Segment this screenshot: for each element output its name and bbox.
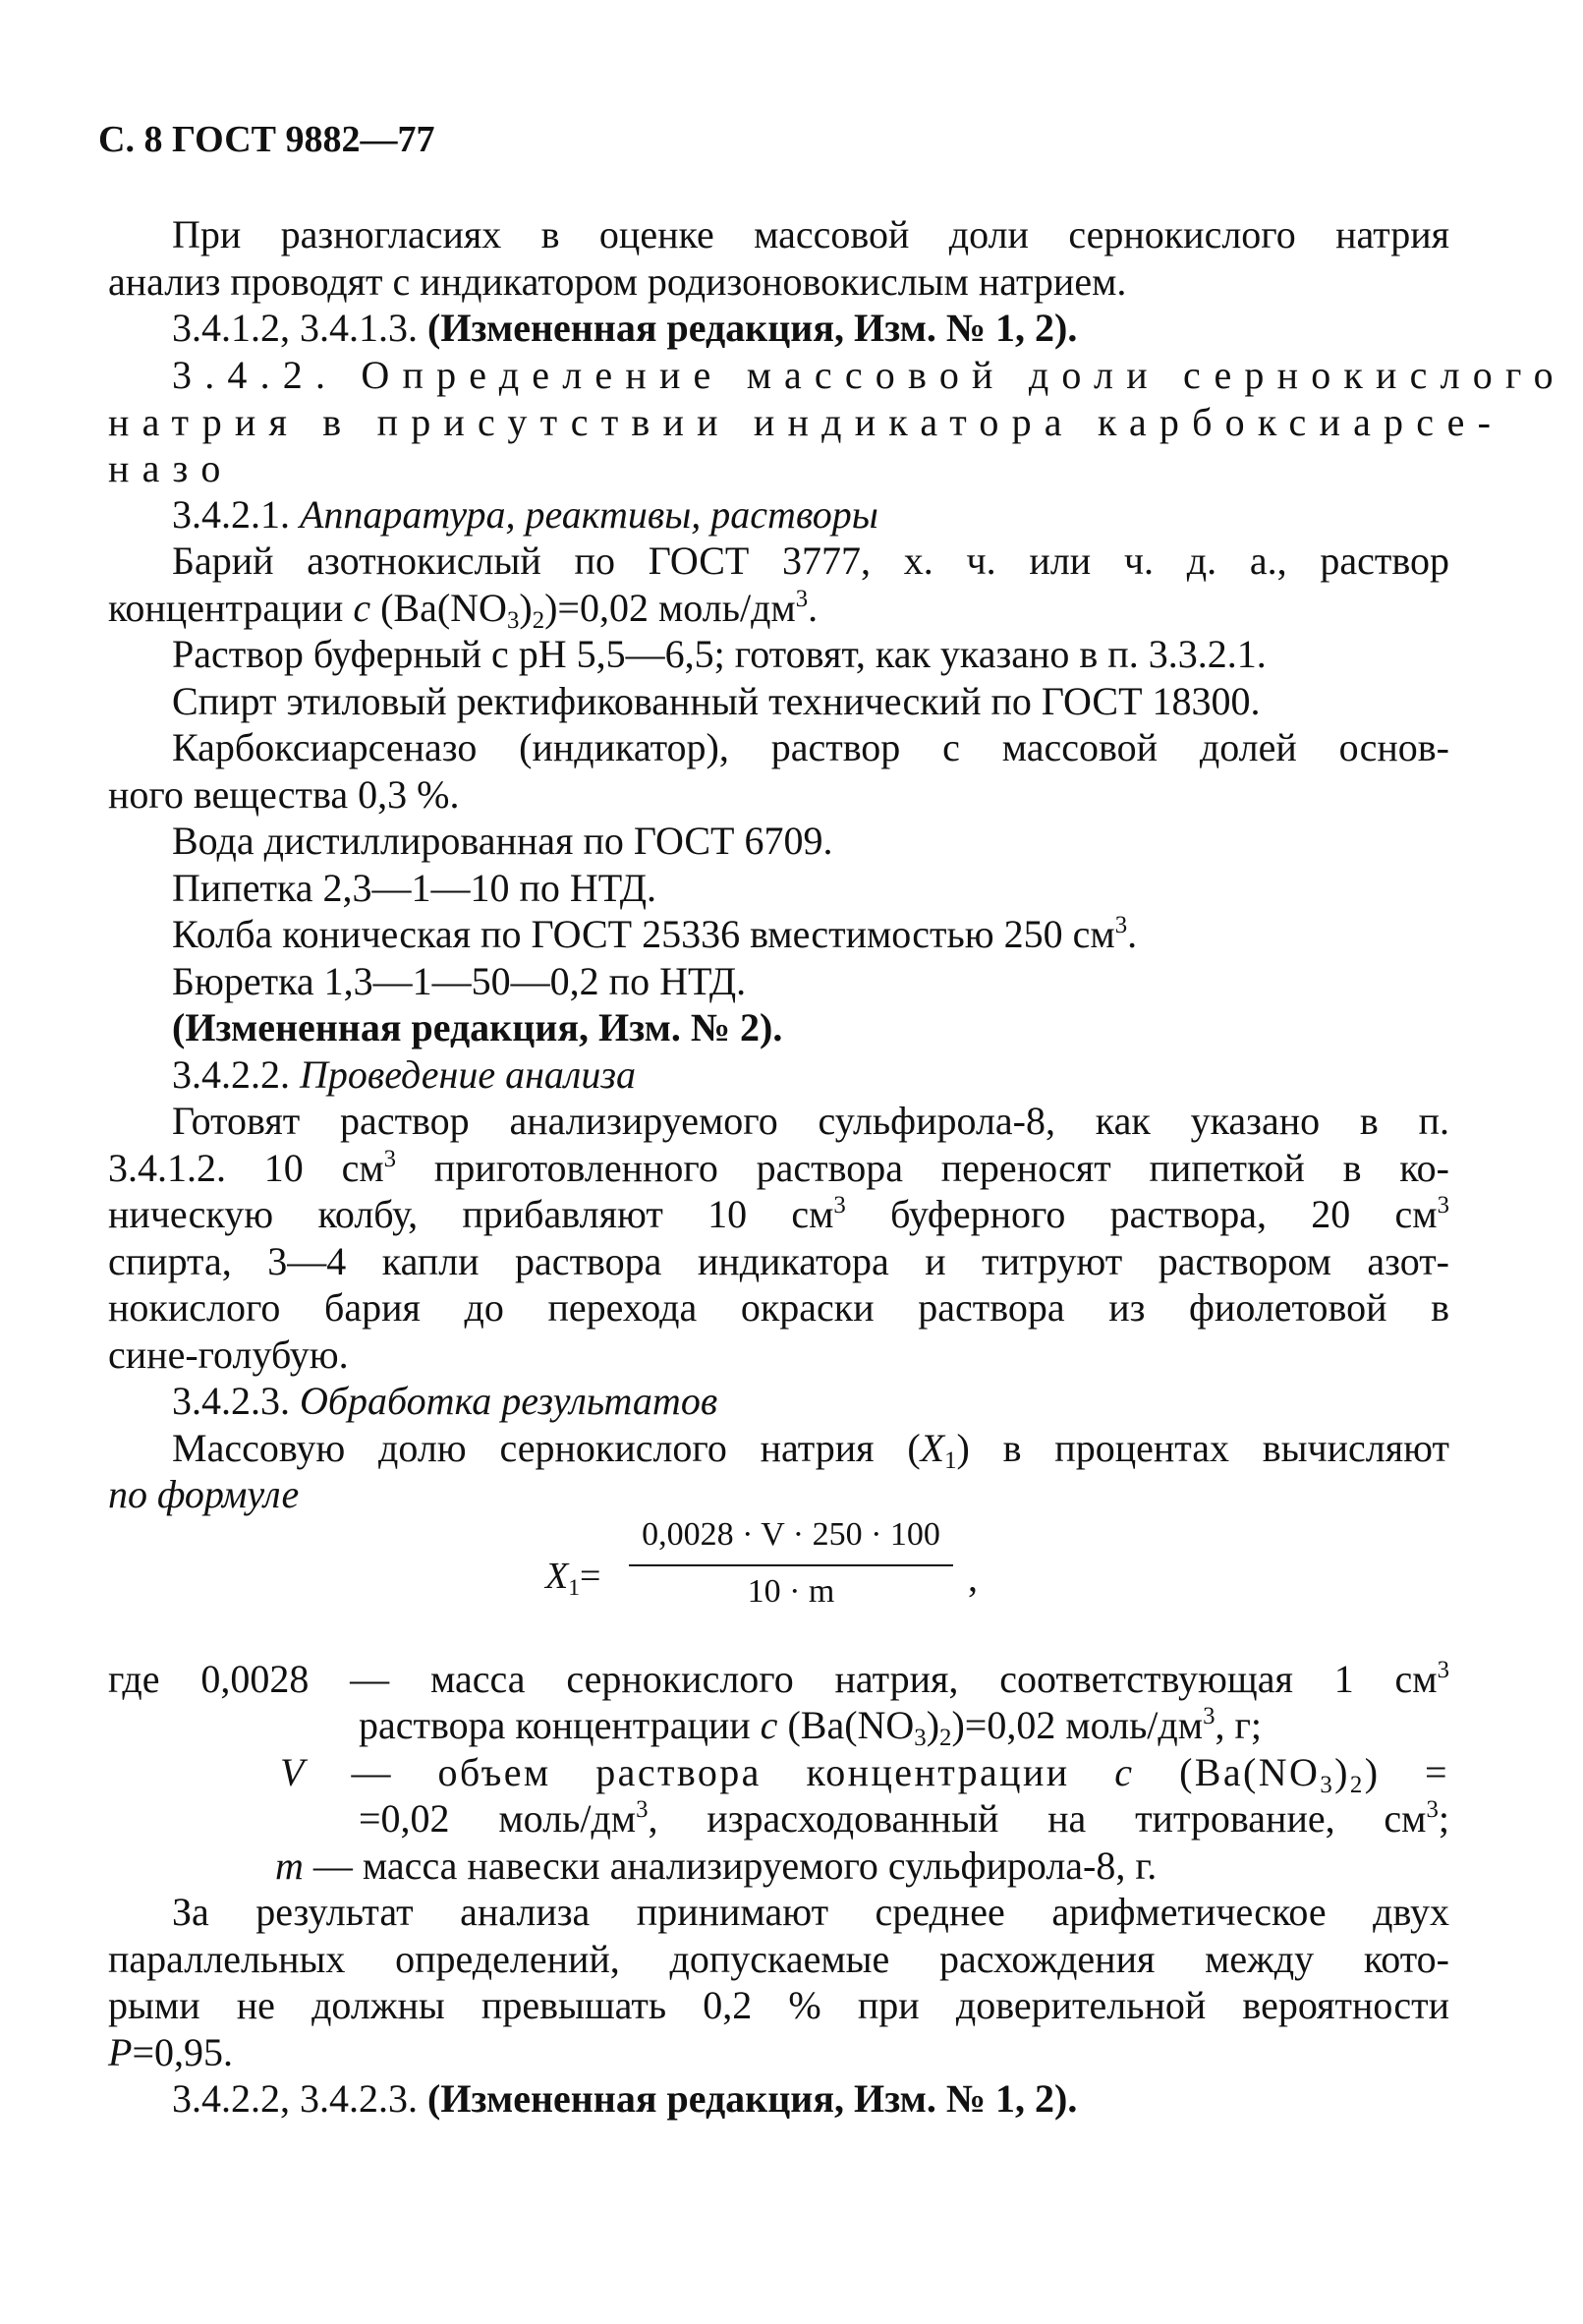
subsection-heading (172, 1051, 636, 1099)
text-run: ническую колбу, прибавляют 10 см (108, 1192, 834, 1236)
superscript: 3 (383, 1145, 397, 1172)
text-run: ) (1334, 1750, 1350, 1794)
text-run: ) (926, 1703, 940, 1747)
definition-line (359, 1795, 1449, 1848)
text-run: Массовую долю сернокислого натрия ( (172, 1426, 921, 1470)
superscript: 3 (1203, 1702, 1216, 1729)
subscript: 1 (944, 1447, 957, 1475)
paragraph-line: Готовят раствор анализируемого сульфирола-8, как указано в п. (172, 1099, 1449, 1143)
text-run: . (808, 586, 819, 630)
clause-number: 3.4.2.3. (172, 1379, 290, 1423)
subscript: 3 (914, 1725, 927, 1752)
paragraph-line (172, 911, 1137, 964)
definition-line (108, 1656, 1449, 1709)
text-run: =0,02 моль/дм (359, 1796, 637, 1841)
superscript: 3 (1426, 1795, 1439, 1823)
subscript: 2 (532, 607, 545, 635)
clause-number: 3.4.1.2, 3.4.1.3. (172, 306, 418, 350)
paragraph-line: Барий азотнокислый по ГОСТ 3777, х. ч. или ч. д. а., раствор (172, 538, 1449, 583)
superscript: 3 (795, 585, 809, 612)
subscript: 3 (1320, 1772, 1335, 1799)
text-run: ; (1438, 1796, 1449, 1841)
paragraph-line: За результат анализа принимают среднее арифметическое двух (172, 1890, 1449, 1934)
text-run: , г; (1215, 1703, 1263, 1747)
paragraph-line: Спирт этиловый ректификованный технический по ГОСТ 18300. (172, 679, 1261, 723)
text-run: ) = (1364, 1750, 1450, 1794)
section-heading-line: натрия в присутствии индикатора карбоксиарсе- (108, 400, 1504, 444)
paragraph-line (108, 585, 818, 638)
symbol-x: X (920, 1426, 945, 1470)
paragraph-line: спирта, 3—4 капли раствора индикатора и титруют раствором азот- (108, 1239, 1449, 1283)
subscript: 3 (506, 607, 520, 635)
text-run: )=0,02 моль/дм (951, 1703, 1204, 1747)
subsection-heading (172, 491, 878, 538)
text-run: — масса навески анализируемого сульфирола-8, г. (303, 1843, 1158, 1888)
subscript: 2 (1349, 1772, 1365, 1799)
text-run: концентрации (108, 586, 344, 630)
paragraph-line (172, 1425, 1449, 1478)
text-run: )=0,02 моль/дм (544, 586, 796, 630)
text-run: буферного раствора, 20 см (845, 1192, 1438, 1236)
subsection-title: Аппаратура, реактивы, растворы (300, 492, 878, 537)
formula (545, 1509, 1037, 1637)
subsection-title: Обработка результатов (300, 1379, 718, 1423)
formula-denominator: 10 · m (747, 1573, 835, 1610)
section-heading-line: 3.4.2. Определение массовой доли сернокислого (172, 353, 1566, 397)
superscript: 3 (833, 1191, 846, 1219)
amendment-note (172, 2075, 1077, 2123)
text-run: приготовленного раствора переносят пипеткой в ко- (396, 1146, 1449, 1190)
subsection-title: Проведение анализа (300, 1052, 636, 1097)
amendment-text: (Измененная редакция, Изм. № 1, 2). (427, 306, 1078, 350)
paragraph-line: При разногласиях в оценке массовой доли сернокислого натрия (172, 212, 1449, 256)
text-run: Колба коническая по ГОСТ 25336 вместимостью 250 см (172, 912, 1115, 956)
amendment-note: (Измененная редакция, Изм. № 2). (172, 1005, 783, 1049)
symbol-c: c (1114, 1750, 1135, 1794)
superscript: 3 (1437, 1191, 1449, 1219)
formula-lhs: $X_1=$ (545, 1556, 601, 1602)
superscript: 3 (1437, 1656, 1449, 1683)
section-heading-line: назо (108, 446, 234, 490)
text-run: — объем раствора концентрации (306, 1750, 1070, 1794)
paragraph-line: рыми не должны превышать 0,2 % при доверительной вероятности (108, 1983, 1449, 2027)
amendment-note (172, 305, 1077, 352)
paragraph-line: ного вещества 0,3 %. (108, 772, 460, 817)
text-run: =0,95. (132, 2030, 233, 2074)
clause-number: 3.4.2.2, 3.4.2.3. (172, 2076, 418, 2121)
text-run: ) в процентах вычисляют (956, 1426, 1450, 1470)
paragraph-line: Бюретка 1,3—1—50—0,2 по НТД. (172, 959, 747, 1003)
clause-number: 3.4.2.1. (172, 492, 290, 537)
page-header: С. 8 ГОСТ 9882—77 (98, 119, 435, 160)
symbol-c: c (353, 586, 371, 630)
paragraph-line: Пипетка 2,3—1—10 по НТД. (172, 866, 657, 910)
superscript: 3 (636, 1795, 649, 1823)
paragraph-line: Карбоксиарсеназо (индикатор), раствор с массовой долей основ- (172, 725, 1449, 769)
text-run: 3.4.1.2. 10 см (108, 1146, 384, 1190)
paragraph-line: по формуле (108, 1472, 300, 1516)
text-run: , израсходованный на титрование, см (648, 1796, 1427, 1841)
fraction-bar (629, 1564, 953, 1566)
text-run: ) (519, 586, 533, 630)
definition-line (280, 1749, 1449, 1802)
text-run: (Ba(NO (787, 1703, 915, 1747)
text-run: (Ba(NO (380, 586, 507, 630)
symbol-c: c (760, 1703, 778, 1747)
definition-line (359, 1702, 1262, 1755)
formula-numerator: 0,0028 · V · 250 · 100 (642, 1516, 940, 1553)
paragraph-line (108, 2029, 233, 2076)
text-run: где 0,0028 — масса сернокислого натрия, соответствующая 1 см (108, 1657, 1438, 1701)
superscript: 3 (1114, 911, 1128, 938)
paragraph-line: параллельных определений, допускаемые расхождения между кото- (108, 1937, 1449, 1981)
clause-number: 3.4.2.2. (172, 1052, 290, 1097)
symbol-p: P (108, 2030, 133, 2074)
symbol-v: V (280, 1750, 307, 1794)
paragraph-line: Раствор буферный с рН 5,5—6,5; готовят, как указано в п. 3.3.2.1. (172, 632, 1267, 676)
subsection-heading (172, 1378, 717, 1425)
text-run: . (1127, 912, 1138, 956)
paragraph-line: анализ проводят с индикатором родизоновокислым натрием. (108, 259, 1127, 304)
definition-line (275, 1842, 1157, 1890)
paragraph-line: Вода дистиллированная по ГОСТ 6709. (172, 819, 833, 863)
text-run: раствора концентрации (359, 1703, 751, 1747)
subscript: 2 (939, 1725, 952, 1752)
paragraph-line: сине-голубую. (108, 1332, 349, 1377)
paragraph-line (108, 1145, 1449, 1198)
paragraph-line (108, 1191, 1449, 1244)
symbol-m: m (275, 1843, 304, 1888)
amendment-text: (Измененная редакция, Изм. № 1, 2). (427, 2076, 1078, 2121)
text-run: (Ba(NO (1179, 1750, 1321, 1794)
formula-comma: , (968, 1556, 978, 1600)
paragraph-line: нокислого бария до перехода окраски раствора из фиолетовой в (108, 1285, 1449, 1330)
